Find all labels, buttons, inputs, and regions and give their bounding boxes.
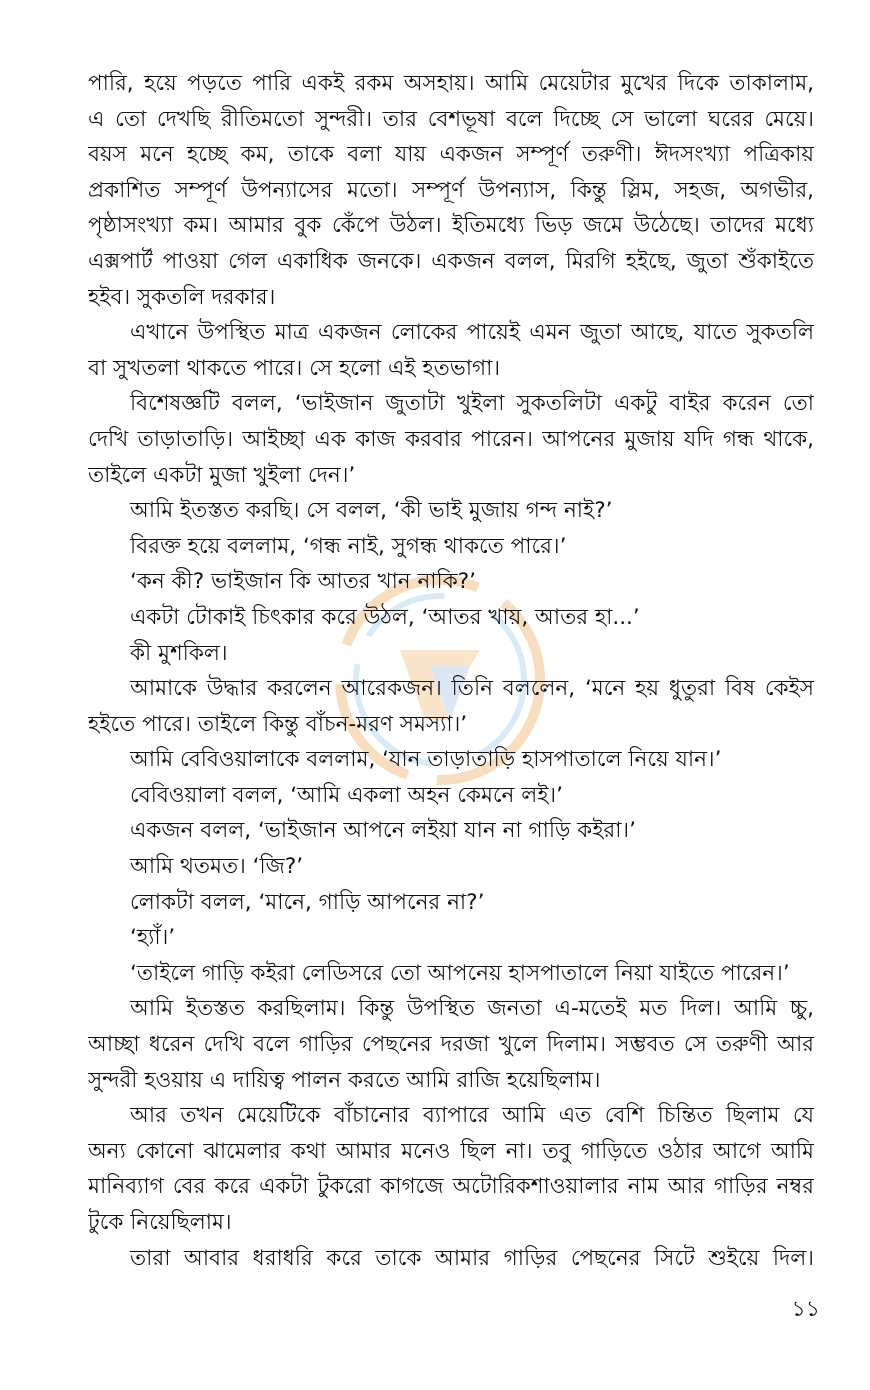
text-line: আর তখন মেয়েটিকে বাঁচানোর ব্যাপারে আমি এত বেশি চিন্তিত ছিলাম যে [130, 1103, 814, 1129]
text-line: আমি থতমত। ‘জি?’ [130, 854, 304, 880]
text-line: ‘তাইলে গাড়ি কইরা লেডিসরে তো আপনেয় হাসপাতালে নিয়া যাইতে পারেন।’ [130, 960, 790, 986]
text-line: বয়স মনে হচ্ছে কম, তাকে বলা যায় একজন সম্পূর্ণ তরুণী। ঈদসংখ্যা পত্রিকায় [88, 142, 814, 168]
text-line: লোকটা বলল, ‘মানে, গাড়ি আপনের না?’ [130, 889, 485, 915]
text-line: একটা টোকাই চিৎকার করে উঠল, ‘আতর খায়, আতর হা...’ [130, 604, 640, 630]
text-line: টুকে নিয়েছিলাম। [88, 1210, 232, 1235]
text-line: তারা আবার ধরাধরি করে তাকে আমার গাড়ির পেছনের সিটে শুইয়ে দিল। [130, 1245, 814, 1271]
text-line: তাইলে একটা মুজা খুইলা দেন।’ [88, 462, 356, 488]
text-line: অন্য কোনো ঝামেলার কথা আমার মনেও ছিল না। তবু গাড়িতে ওঠার আগে আমি [88, 1138, 814, 1164]
text-line: সুন্দরী হওয়ায় এ দায়িত্ব পালন করতে আমি রাজি হয়েছিলাম। [88, 1067, 601, 1093]
body-text [88, 66, 814, 1276]
text-line: বিশেষজ্ঞটি বলল, ‘ভাইজান জুতাটা খুইলা সুকতলিটা একটু বাইর করেন তো [130, 391, 814, 417]
text-line: দেখি তাড়াতাড়ি। আইচ্ছা এক কাজ করবার পারেন। আপনের মুজায় যদি গন্ধ থাকে, [88, 426, 814, 452]
text-line: হইব। সুকতলি দরকার। [88, 284, 276, 310]
text-line: আচ্ছা ধরেন দেখি বলে গাড়ির পেছনের দরজা খুলে দিলাম। সম্ভবত সে তরুণী আর [88, 1032, 814, 1058]
text-line: ‘হ্যাঁ।’ [130, 925, 176, 951]
text-line: আমাকে উদ্ধার করলেন আরেকজন। তিনি বললেন, ‘মনে হয় ধুতুরা বিষ কেইস [130, 676, 814, 702]
text-line: পৃষ্ঠাসংখ্যা কম। আমার বুক কেঁপে উঠল। ইতিমধ্যে ভিড় জমে উঠেছে। তাদের মধ্যে [88, 213, 814, 239]
text-line: এখানে উপস্থিত মাত্র একজন লোকের পায়েই এমন জুতা আছে, যাতে সুকতলি [130, 320, 814, 346]
text-line: ‘কন কী? ভাইজান কি আতর খান নাকি?’ [130, 569, 476, 595]
text-line: মানিব্যাগ বের করে একটা টুকরো কাগজে অটোরিকশাওয়ালার নাম আর গাড়ির নম্বর [88, 1174, 814, 1200]
text-line: বা সুখতলা থাকতে পারে। সে হলো এই হতভাগা। [88, 355, 501, 381]
text-line: আমি বেবিওয়ালাকে বললাম, ‘যান তাড়াতাড়ি হাসপাতালে নিয়ে যান।’ [130, 747, 722, 773]
page-number: ১১ [791, 1297, 820, 1322]
text-line: কী মুশকিল। [130, 640, 228, 666]
text-line: বেবিওয়ালা বলল, ‘আমি একলা অহন কেমনে লই।’ [130, 782, 563, 808]
text-line: এক্সপার্ট পাওয়া গেল একাধিক জনকে। একজন বলল, মিরগি হইছে, জুতা শুঁকাইতে [88, 248, 814, 274]
text-line: আমি ইতস্তত করছি। সে বলল, ‘কী ভাই মুজায় গন্দ নাই?’ [130, 498, 613, 524]
text-line: হইতে পারে। তাইলে কিন্তু বাঁচন-মরণ সমস্যা।’ [88, 711, 468, 737]
text-line: একজন বলল, ‘ভাইজান আপনে লইয়া যান না গাড়ি কইরা।’ [130, 818, 636, 844]
text-line: পারি, হয়ে পড়তে পারি একই রকম অসহায়। আমি মেয়েটার মুখের দিকে তাকালাম, [88, 71, 814, 96]
text-line: প্রকাশিত সম্পূর্ণ উপন্যাসের মতো। সম্পূর্ণ উপন্যাস, কিন্তু স্লিম, সহজ, অগভীর, [88, 177, 814, 203]
text-line: বিরক্ত হয়ে বললাম, ‘গন্ধ নাই, সুগন্ধ থাকতে পারে।’ [130, 533, 567, 559]
text-line: এ তো দেখছি রীতিমতো সুন্দরী। তার বেশভূষা বলে দিচ্ছে সে ভালো ঘরের মেয়ে। [88, 106, 814, 132]
text-line: আমি ইতস্তত করছিলাম। কিন্তু উপস্থিত জনতা এ-মতেই মত দিল। আমি চ্চু, [130, 996, 814, 1022]
